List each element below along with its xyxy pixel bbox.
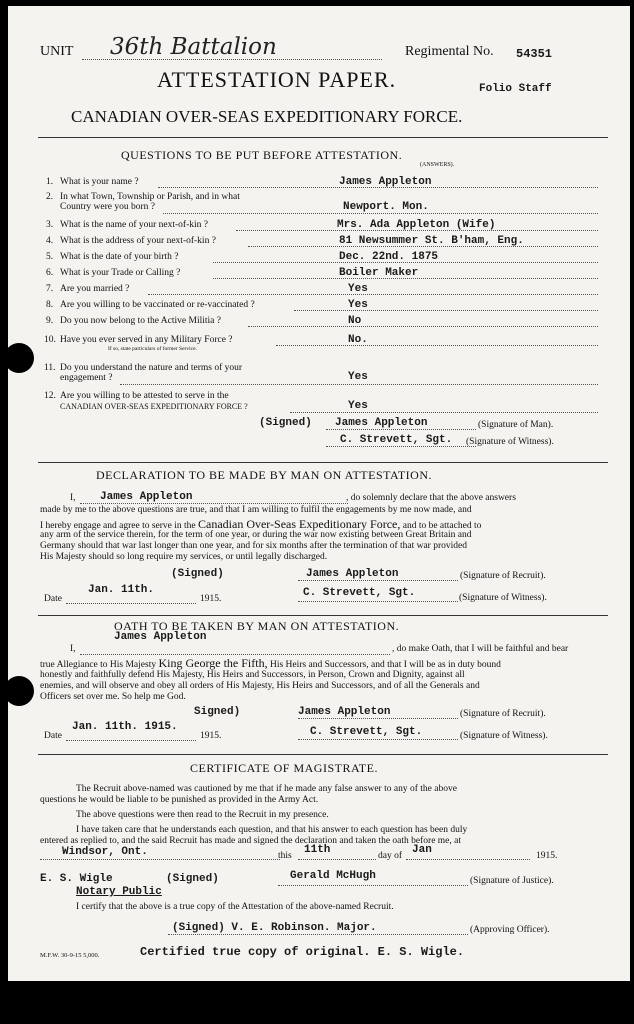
regimental-no: 54351 [516, 47, 553, 61]
q11-line [120, 384, 598, 385]
q6-question: What is your Trade or Calling ? [60, 268, 181, 278]
q9-answer: No [348, 315, 362, 327]
q2-question: In what Town, Township or Parish, and in what [60, 192, 240, 202]
q9-question: Do you now belong to the Active Militia ? [60, 316, 221, 326]
magistrate-heading: CERTIFICATE OF MAGISTRATE. [190, 761, 378, 775]
declaration-date-line [66, 603, 196, 604]
witness-signature-1: C. Strevett, Sgt. [340, 434, 453, 446]
q3-num: 3. [46, 220, 54, 230]
q4-question: What is the address of your next-of-kin ? [60, 236, 216, 246]
man-signature-line [326, 429, 476, 430]
oath-year: 1915. [200, 731, 222, 741]
q1-question: What is your name ? [60, 177, 139, 187]
unit-value: 36th Battalion [110, 34, 277, 60]
oath-line4: enemies, and will observe and obey all orders of His Majesty, His Heirs and Successors, and of all the Generals and [40, 681, 480, 691]
q3-answer: Mrs. Ada Appleton (Wife) [337, 219, 496, 231]
declaration-line1: , do solemnly declare that the above answers [346, 493, 516, 503]
declaration-line6: His Majesty should so long require my services, or until legally discharged. [40, 552, 328, 562]
q7-num: 7. [46, 284, 54, 294]
magistrate-year: 1915. [536, 851, 558, 861]
declaration-line2: made by me to the above questions are true, and that I am willing to fulfil the engagements by me now made, and [40, 505, 472, 515]
oath-line2 [40, 656, 501, 671]
q7-line [148, 294, 598, 295]
q4-answer: 81 Newsummer St. B'ham, Eng. [339, 235, 524, 247]
witness-signature-3: C. Strevett, Sgt. [310, 726, 423, 738]
magistrate-p1a: The Recruit above-named was cautioned by me that if he made any false answer to any of the above [76, 784, 457, 794]
recruit-signature-line-1 [298, 580, 458, 581]
q11-num: 11. [44, 363, 56, 373]
q5-question: What is the date of your birth ? [60, 252, 179, 262]
q6-num: 6. [46, 268, 54, 278]
q11-question-cont: engagement ? [60, 373, 113, 383]
oath-date-label: Date [44, 731, 62, 741]
declaration-date-label: Date [44, 594, 62, 604]
form-code: M.F.W. 30-9-15 5,000. [40, 952, 100, 959]
scan-border-bottom [0, 981, 634, 1024]
declaration-line3c: and to be attached to [402, 521, 482, 531]
witness-line-3 [298, 739, 458, 740]
oath-name: James Appleton [114, 631, 207, 643]
q11-answer: Yes [348, 371, 368, 383]
oath-i: I, [70, 644, 76, 654]
approving-officer-signature: (Signed) V. E. Robinson. Major. [172, 922, 377, 934]
declaration-year: 1915. [200, 594, 222, 604]
man-signature: James Appleton [335, 417, 428, 429]
declaration-line4: any arm of the service therein, for the term of one year, or during the war now existing between Great Britain and [40, 530, 472, 540]
q10-answer: No. [348, 334, 368, 346]
q10-line [276, 345, 598, 346]
oath-line3: honestly and faithfully defend His Majesty, His Heirs and Successors, in Person, Crown and Dignity, against all [40, 670, 465, 680]
q12-question-cont: CANADIAN OVER-SEAS EXPEDITIONARY FORCE ? [60, 402, 248, 411]
recruit-signature-2: James Appleton [298, 706, 391, 718]
oath-line1: , do make Oath, that I will be faithful and bear [392, 644, 569, 654]
magistrate-p3b: entered as replied to, and the said Recruit has made and signed the declaration and taken the oath before me, at [40, 836, 462, 846]
q2-answer: Newport. Mon. [343, 201, 429, 213]
q5-num: 5. [46, 252, 54, 262]
q10-question: Have you ever served in any Military Force ? [60, 335, 233, 345]
folio-staff: Folio Staff [479, 83, 552, 95]
magistrate-day: 11th [304, 844, 331, 856]
oath-line2a: true Allegiance to His Majesty [40, 660, 157, 670]
q7-question: Are you married ? [60, 284, 130, 294]
oath-date: Jan. 11th. 1915. [72, 721, 178, 733]
certified-true-copy: Certified true copy of original. E. S. Wigle. [140, 945, 465, 959]
oath-signed-label: Signed) [194, 706, 241, 718]
q8-question: Are you willing to be vaccinated or re-vaccinated ? [60, 300, 255, 310]
q6-answer: Boiler Maker [339, 267, 419, 279]
justice-signature: Gerald McHugh [290, 870, 376, 882]
oath-heading: OATH TO BE TAKEN BY MAN ON ATTESTATION. [114, 619, 400, 633]
approving-line [168, 934, 468, 935]
declaration-signed-label: (Signed) [171, 568, 224, 580]
attestation-paper [8, 6, 630, 981]
witness-line-1 [326, 446, 476, 447]
punch-hole-upper [4, 343, 34, 373]
punch-hole-lower [4, 676, 34, 706]
recruit-signature-1: James Appleton [306, 568, 399, 580]
rule-3 [38, 754, 608, 755]
declaration-line3a: I hereby engage and agree to serve in the [40, 521, 196, 531]
q12-line [290, 412, 598, 413]
declaration-name: James Appleton [100, 491, 193, 503]
oath-date-line [66, 740, 196, 741]
q12-question: Are you willing to be attested to serve in the [60, 391, 229, 401]
witness-label-1: (Signature of Witness). [466, 437, 554, 447]
q5-answer: Dec. 22nd. 1875 [339, 251, 439, 263]
unit-label: UNIT [40, 44, 74, 59]
declaration-heading: DECLARATION TO BE MADE BY MAN ON ATTESTATION. [96, 468, 432, 482]
q9-line [248, 326, 598, 327]
oath-line2c: His Heirs and Successors, and that I will be as in duty bound [269, 660, 501, 670]
magistrate-place: Windsor, Ont. [62, 846, 148, 858]
recruit-signature-line-2 [298, 718, 458, 719]
justice-label: (Signature of Justice). [470, 876, 554, 886]
magistrate-p3a: I have taken care that he understands each question, and that his answer to each question has been duly [76, 825, 468, 835]
questions-signed-label: (Signed) [259, 417, 312, 429]
justice-line [278, 885, 468, 886]
document-title: ATTESTATION PAPER. [157, 67, 397, 92]
witness-signature-2: C. Strevett, Sgt. [303, 587, 416, 599]
witness-label-2: (Signature of Witness). [459, 593, 547, 603]
magistrate-month: Jan [412, 844, 432, 856]
declaration-name-line [80, 503, 348, 504]
rule-1 [38, 462, 608, 463]
certify-text: I certify that the above is a true copy of the Attestation of the above-named Recruit. [76, 902, 394, 912]
magistrate-this: this [278, 851, 292, 861]
regimental-no-label: Regimental No. [405, 44, 494, 59]
q2-num: 2. [46, 192, 54, 202]
declaration-line3b: Canadian Over-Seas Expeditionary Force, [198, 517, 401, 531]
q10-question-note: If so, state particulars of former Service. [108, 346, 197, 352]
q12-answer: Yes [348, 400, 368, 412]
q2-line [163, 213, 598, 214]
q8-answer: Yes [348, 299, 368, 311]
questions-heading: QUESTIONS TO BE PUT BEFORE ATTESTATION. [121, 148, 403, 162]
declaration-line5: Germany should that war last longer than one year, and for six months after the termination of that war provided [40, 541, 467, 551]
q11-question: Do you understand the nature and terms of your [60, 363, 243, 373]
q7-answer: Yes [348, 283, 368, 295]
approving-label: (Approving Officer). [470, 925, 550, 935]
q8-line [294, 310, 598, 311]
magistrate-p2: The above questions were then read to the Recruit in my presence. [76, 810, 329, 820]
notary-public: Notary Public [76, 886, 162, 898]
man-signature-label: (Signature of Man). [478, 420, 554, 430]
month-line [406, 859, 530, 860]
q4-num: 4. [46, 236, 54, 246]
q1-answer: James Appleton [339, 176, 432, 188]
q1-num: 1. [46, 177, 54, 187]
day-line [298, 859, 376, 860]
oath-line5: Officers set over me. So help me God. [40, 692, 186, 702]
oath-line2b: King George the Fifth, [158, 656, 268, 670]
magistrate-day-of: day of [378, 851, 403, 861]
q2-question-cont: Country were you born ? [60, 202, 155, 212]
magistrate-signed-label: (Signed) [166, 873, 219, 885]
q12-num: 12. [44, 391, 56, 401]
q8-num: 8. [46, 300, 54, 310]
declaration-i: I, [70, 493, 76, 503]
rule-2 [38, 615, 608, 616]
place-line [40, 859, 280, 860]
magistrate-p1b: questions he would be liable to be punished as provided in the Army Act. [40, 795, 319, 805]
q9-num: 9. [46, 316, 54, 326]
oath-name-line [80, 654, 390, 655]
recruit-label-1: (Signature of Recruit). [460, 571, 546, 581]
q10-num: 10. [44, 335, 56, 345]
recruit-label-2: (Signature of Recruit). [460, 709, 546, 719]
declaration-date: Jan. 11th. [88, 584, 155, 596]
header-rule [38, 137, 608, 138]
answers-label: (ANSWERS). [420, 162, 455, 168]
witness-label-3: (Signature of Witness). [460, 731, 548, 741]
magistrate-left-sig: E. S. Wigle [40, 873, 113, 885]
q3-question: What is the name of your next-of-kin ? [60, 220, 208, 230]
witness-line-2 [298, 601, 458, 602]
document-subtitle: CANADIAN OVER-SEAS EXPEDITIONARY FORCE. [71, 107, 463, 126]
